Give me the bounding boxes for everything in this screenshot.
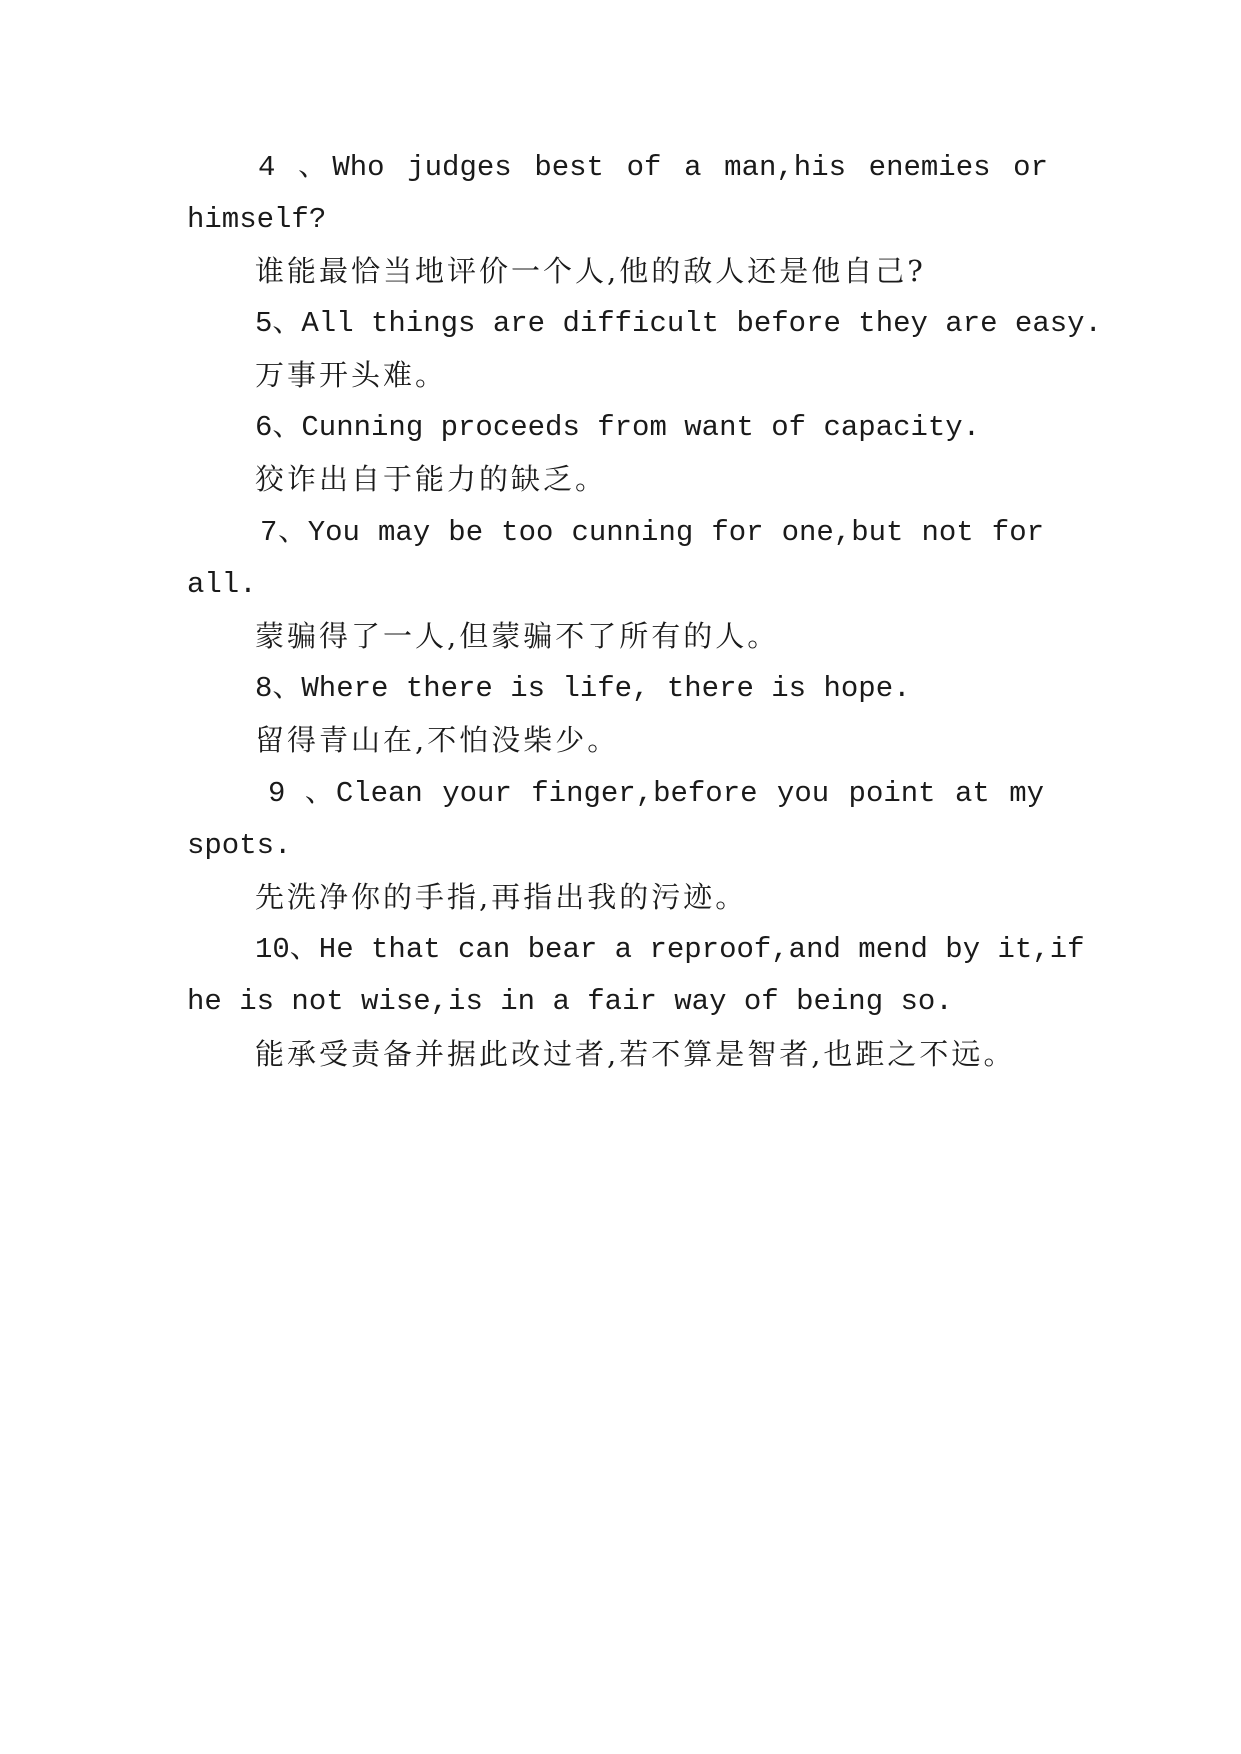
p7-english-line-1: 7、You may be too cunning for one,but not for — [260, 516, 1044, 549]
p4-chinese-translation: 谁能最恰当地评价一个人,他的敌人还是他自己? — [255, 254, 926, 288]
p4-english-line-1: 4 、Who judges best of a man,his enemies or — [258, 151, 1048, 184]
p10-chinese-translation: 能承受责备并据此改过者,若不算是智者,也距之不远。 — [255, 1037, 1016, 1071]
p9-english-line-2: spots. — [187, 829, 292, 862]
p6-english-line-1: 6、Cunning proceeds from want of capacity. — [255, 411, 981, 444]
p5-chinese-translation: 万事开头难。 — [255, 358, 448, 392]
p9-chinese-translation: 先洗净你的手指,再指出我的污迹。 — [255, 880, 748, 914]
p8-english-line-1: 8、Where there is life, there is hope. — [255, 672, 911, 705]
p6-chinese-translation: 狡诈出自于能力的缺乏。 — [255, 462, 608, 496]
p10-english-line-2: he is not wise,is in a fair way of being so. — [187, 985, 953, 1018]
p7-english-line-2: all. — [187, 568, 257, 601]
p7-chinese-translation: 蒙骗得了一人,但蒙骗不了所有的人。 — [255, 619, 780, 653]
p8-chinese-translation: 留得青山在,不怕没柴少。 — [255, 723, 620, 757]
p10-english-line-1: 10、He that can bear a reproof,and mend by it,if — [255, 933, 1085, 966]
p4-english-line-2: himself? — [187, 203, 327, 236]
p9-english-line-1: 9 、Clean your finger,before you point at my — [268, 777, 1044, 810]
p5-english-line-1: 5、All things are difficult before they are easy. — [255, 307, 1102, 340]
